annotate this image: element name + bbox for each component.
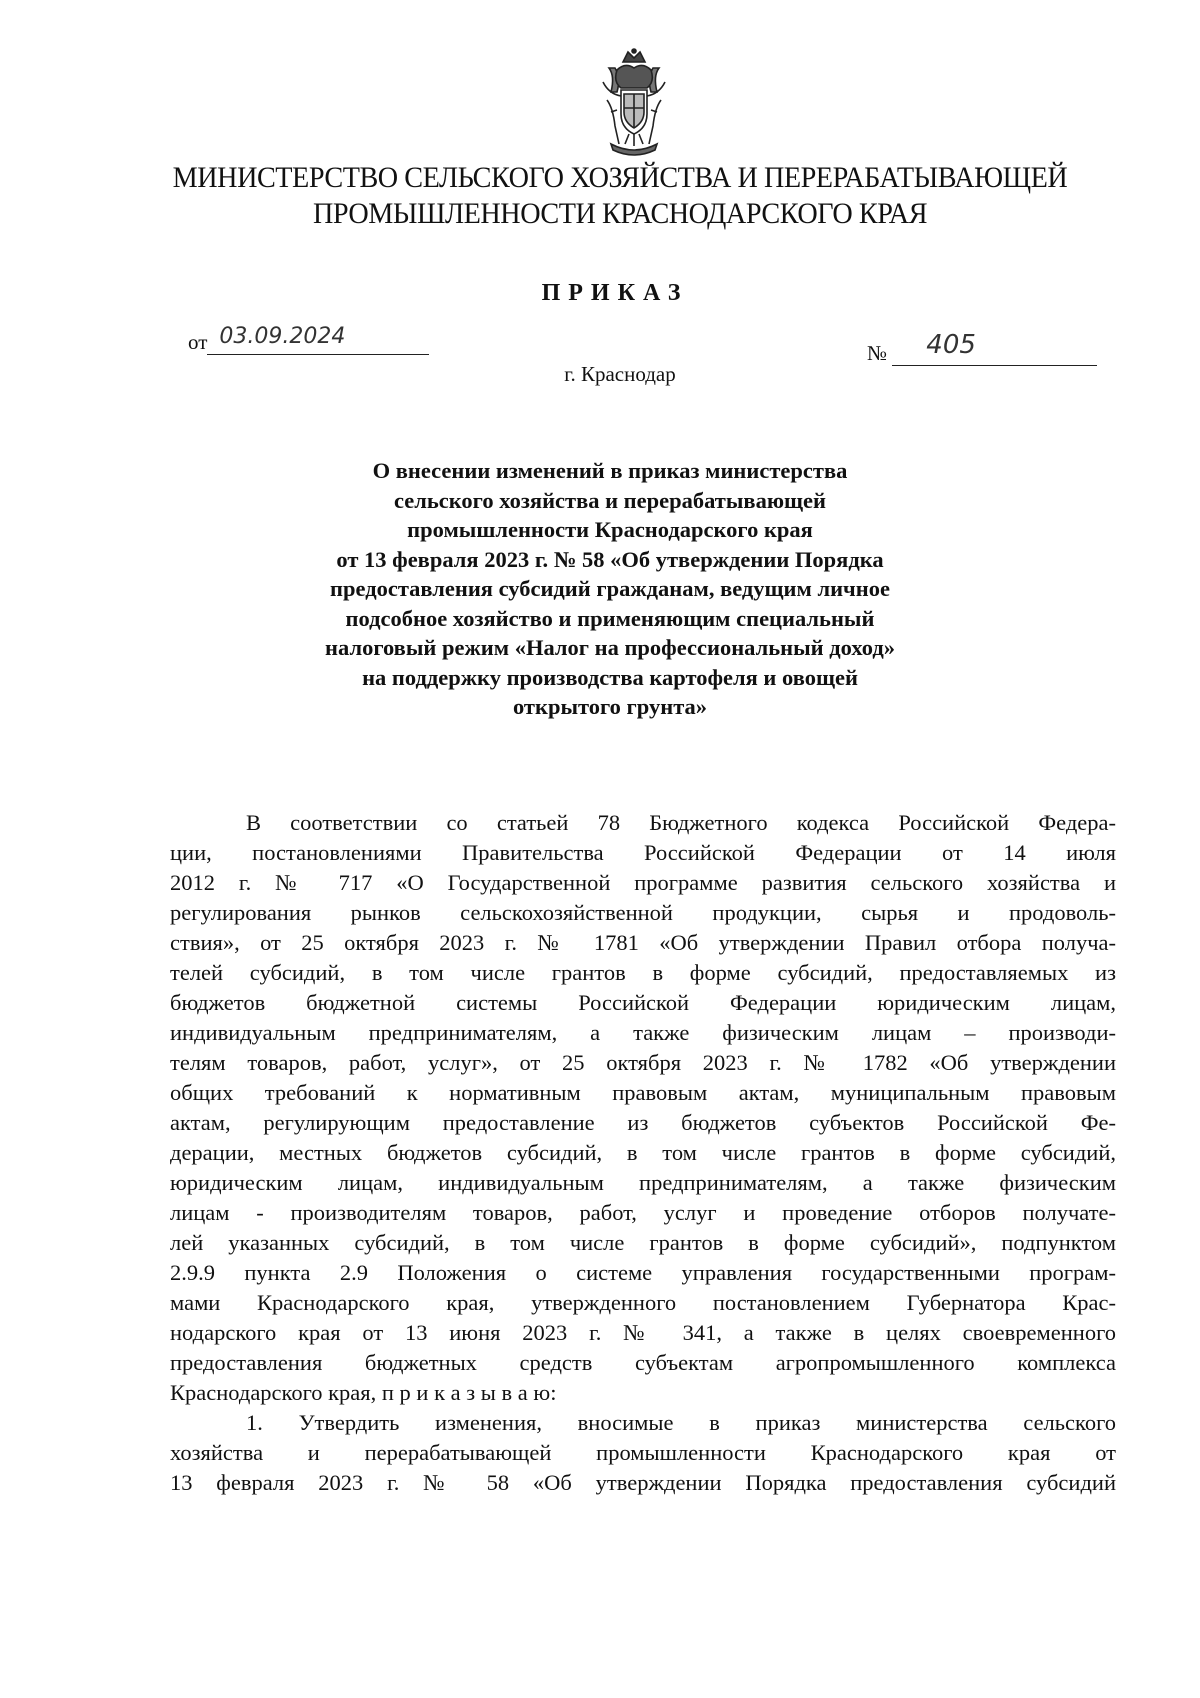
title-line: налоговый режим «Налог на профессиональный доход» <box>325 635 895 660</box>
paragraph-line: В соответствии со статьей 78 Бюджетного кодекса Российской Федера- <box>246 810 1116 835</box>
paragraph-line: мами Краснодарского края, утвержденного постановлением Губернатора Крас- <box>170 1290 1116 1315</box>
order-date-row <box>188 326 429 355</box>
paragraph-line: ции, постановлениями Правительства Российской Федерации от 14 июля <box>170 840 1116 865</box>
title-line: О внесении изменений в приказ министерства <box>372 458 848 483</box>
paragraph-line: лей указанных субсидий, в том числе грантов в форме субсидий», подпунктом <box>170 1230 1116 1255</box>
paragraph-line: хозяйства и перерабатывающей промышленности Краснодарского края от <box>170 1440 1116 1465</box>
paragraph-line: телей субсидий, в том числе грантов в форме субсидий, предоставляемых из <box>170 960 1116 985</box>
paragraph-line: бюджетов бюджетной системы Российской Федерации юридическим лицам, <box>170 990 1116 1015</box>
paragraph-line: нодарского края от 13 июня 2023 г. № 341, а также в целях своевременного <box>170 1320 1116 1345</box>
paragraph-line: 13 февраля 2023 г. № 58 «Об утверждении Порядка предоставления субсидий <box>170 1470 1116 1495</box>
order-number-row <box>867 332 1097 366</box>
paragraph-line: Краснодарского края, п р и к а з ы в а ю: <box>170 1380 557 1405</box>
title-line: открытого грунта» <box>512 694 708 719</box>
title-line: предоставления субсидий гражданам, ведущим личное <box>330 576 890 601</box>
title-line: от 13 февраля 2023 г. № 58 «Об утверждении Порядка <box>336 546 884 572</box>
paragraph-line: юридическим лицам, индивидуальным предпринимателям, а также физическим <box>170 1170 1116 1195</box>
order-number-handwritten: 405 <box>892 332 1097 366</box>
title-line: на поддержку производства картофеля и овощей <box>362 664 858 690</box>
title-line: промышленности Краснодарского края <box>407 517 813 542</box>
paragraph-line: 2.9.9 пункта 2.9 Положения о системе управления государственными програм- <box>170 1260 1116 1285</box>
city-label: г. Краснодар <box>564 362 676 386</box>
paragraph-line: дерации, местных бюджетов субсидий, в том числе грантов в форме субсидий, <box>170 1140 1116 1165</box>
paragraph-line: индивидуальным предпринимателям, а также физическим лицам – производи- <box>170 1020 1116 1045</box>
paragraph-line: регулирования рынков сельскохозяйственной продукции, сырья и продоволь- <box>170 900 1116 925</box>
order-title <box>260 456 960 722</box>
coat-of-arms-emblem <box>595 48 673 160</box>
ministry-name-line2: ПРОМЫШЛЕННОСТИ КРАСНОДАРСКОГО КРАЯ <box>312 197 928 230</box>
number-label: № <box>867 341 888 365</box>
paragraph-line: 2012 г. № 717 «О Государственной программе развития сельского хозяйства и <box>170 870 1116 895</box>
order-date-handwritten: 03.09.2024 <box>207 326 429 355</box>
paragraph-line: актам, регулирующим предоставление из бюджетов субъектов Российской Фе- <box>170 1110 1116 1135</box>
paragraph-line: лицам - производителям товаров, работ, услуг и проведение отборов получате- <box>170 1200 1116 1225</box>
paragraph-line: ствия», от 25 октября 2023 г. № 1781 «Об утверждении Правил отбора получа- <box>170 930 1116 955</box>
paragraph-line: предоставления бюджетных средств субъектам агропромышленного комплекса <box>170 1350 1116 1375</box>
ministry-name-line1: МИНИСТЕРСТВО СЕЛЬСКОГО ХОЗЯЙСТВА И ПЕРЕРАБАТЫВАЮЩЕЙ <box>172 161 1068 194</box>
title-line: сельского хозяйства и перерабатывающей <box>394 487 826 513</box>
paragraph-line: 1. Утвердить изменения, вносимые в приказ министерства сельского <box>246 1410 1116 1435</box>
ministry-name <box>150 160 1090 232</box>
paragraph-line: общих требований к нормативным правовым актам, муниципальным правовым <box>170 1080 1116 1105</box>
document-type-heading: ПРИКАЗ <box>541 280 689 306</box>
title-line: подсобное хозяйство и применяющим специальный <box>345 605 875 631</box>
document-body <box>170 808 1116 1498</box>
paragraph-line: телям товаров, работ, услуг», от 25 октября 2023 г. № 1782 «Об утверждении <box>170 1050 1116 1075</box>
date-label: от <box>188 330 208 354</box>
